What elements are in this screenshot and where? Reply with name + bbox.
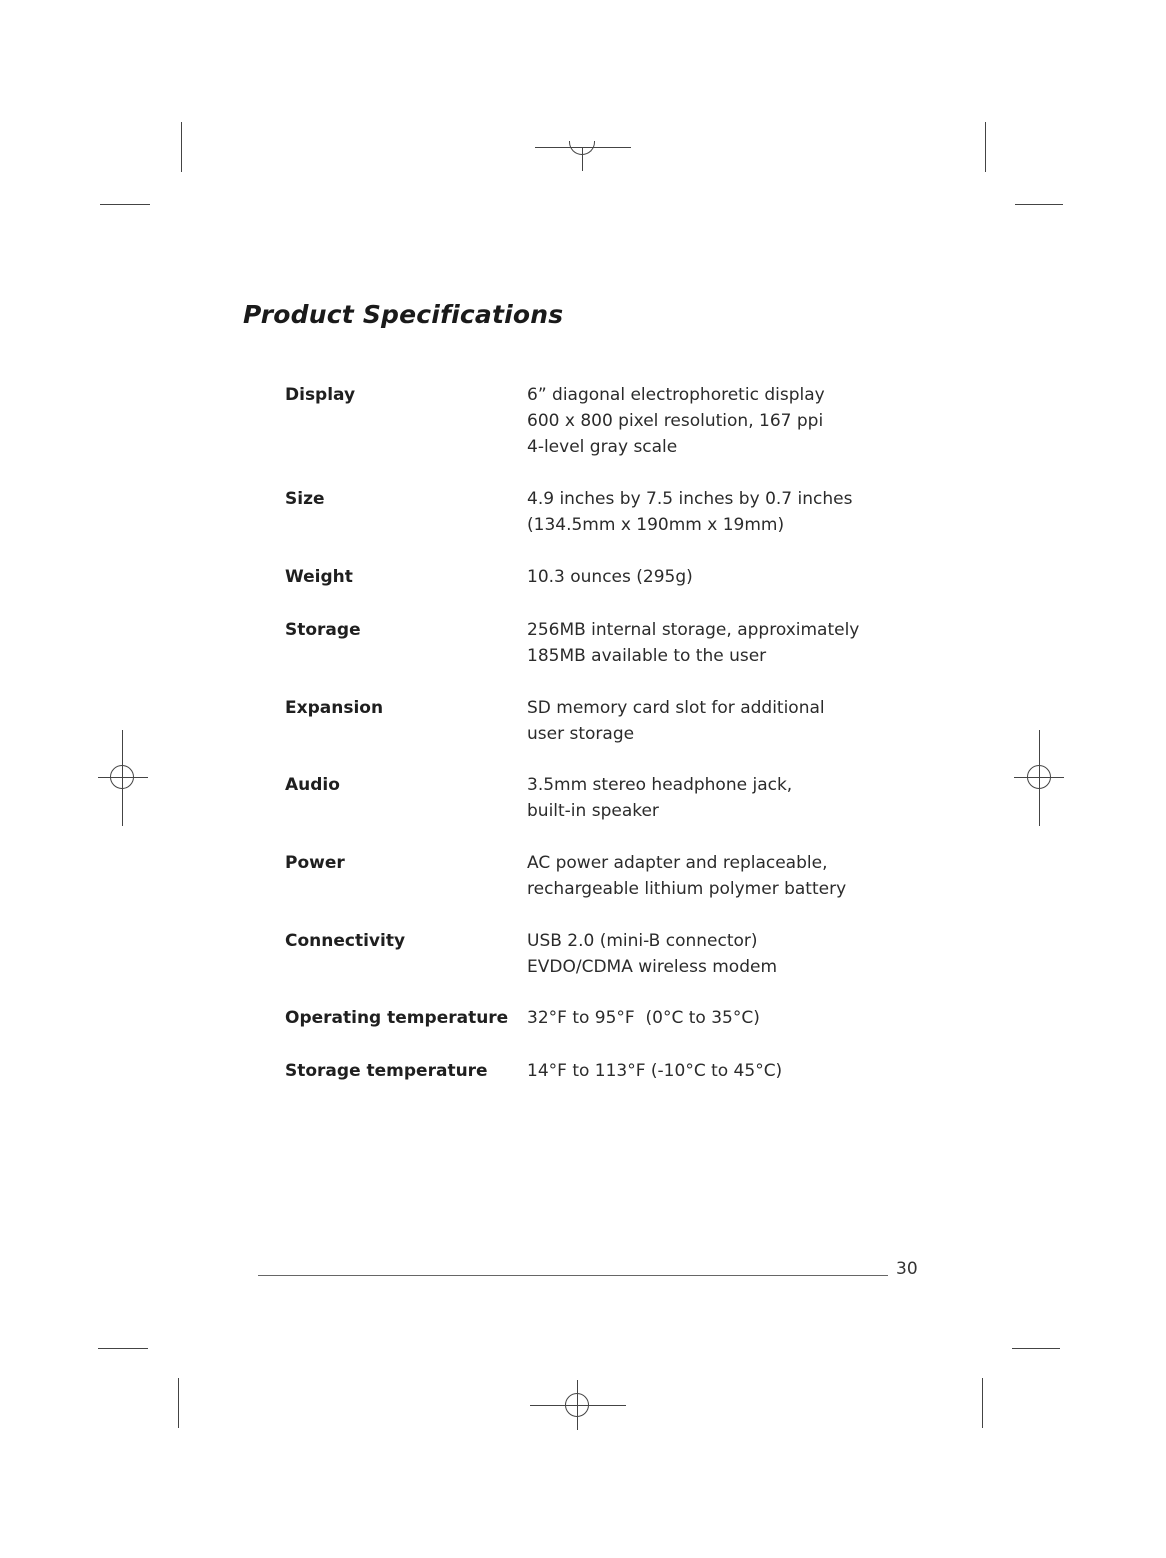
spec-label: Audio — [285, 775, 340, 795]
spec-label: Weight — [285, 567, 353, 587]
registration-mark-top — [535, 140, 631, 172]
spec-value — [527, 382, 825, 460]
spec-label: Storage — [285, 620, 361, 640]
page-number: 30 — [896, 1259, 918, 1279]
spec-label: Size — [285, 489, 325, 509]
spec-value-line: 3.5mm stereo headphone jack, — [527, 775, 793, 795]
spec-value-line: SD memory card slot for additional — [527, 698, 825, 718]
spec-label: Display — [285, 385, 356, 405]
crop-mark-bottom-right-vertical — [982, 1378, 983, 1428]
crop-mark-top-right-horizontal — [1015, 204, 1063, 205]
spec-value-line: 6” diagonal electrophoretic display — [527, 385, 825, 405]
crop-mark-bottom-right-horizontal — [1012, 1348, 1060, 1349]
spec-value — [527, 772, 792, 824]
page-title: Product Specifications — [243, 300, 564, 329]
spec-label: Storage temperature — [285, 1061, 488, 1081]
crop-mark-top-left-horizontal — [100, 204, 150, 205]
spec-value — [527, 928, 777, 980]
spec-value — [527, 564, 693, 590]
spec-label: Power — [285, 853, 345, 873]
spec-value — [527, 1058, 782, 1084]
crop-mark-top-right-vertical — [985, 122, 986, 172]
crop-mark-top-left-vertical — [181, 122, 182, 172]
registration-mark-bottom — [530, 1380, 626, 1430]
spec-value-line: user storage — [527, 724, 635, 744]
registration-mark-right — [1014, 730, 1064, 826]
spec-value-line: 4.9 inches by 7.5 inches by 0.7 inches — [527, 489, 853, 509]
registration-mark-left — [98, 730, 148, 826]
spec-value-line: built-in speaker — [527, 801, 659, 821]
spec-value-line: AC power adapter and replaceable, — [527, 853, 828, 873]
spec-value — [527, 695, 825, 747]
spec-label: Connectivity — [285, 931, 406, 951]
spec-value-line: 14°F to 113°F (-10°C to 45°C) — [527, 1061, 783, 1081]
spec-value-line: 10.3 ounces (295g) — [527, 567, 693, 587]
spec-value — [527, 617, 859, 669]
spec-value-line: (134.5mm x 190mm x 19mm) — [527, 515, 785, 535]
spec-value-line: 32°F to 95°F (0°C to 35°C) — [527, 1008, 760, 1028]
crop-mark-bottom-left-vertical — [178, 1378, 179, 1428]
spec-value — [527, 486, 852, 538]
spec-label: Expansion — [285, 698, 384, 718]
spec-value-line: USB 2.0 (mini-B connector) — [527, 931, 758, 951]
spec-value-line: rechargeable lithium polymer battery — [527, 879, 847, 899]
spec-value-line: 185MB available to the user — [527, 646, 767, 666]
crop-mark-bottom-left-horizontal — [98, 1348, 148, 1349]
spec-value-line: 4-level gray scale — [527, 437, 678, 457]
spec-label: Operating temperature — [285, 1008, 509, 1028]
footer-rule — [258, 1275, 888, 1276]
spec-value-line: 600 x 800 pixel resolution, 167 ppi — [527, 411, 824, 431]
spec-value-line: EVDO/CDMA wireless modem — [527, 957, 778, 977]
spec-value — [527, 1005, 760, 1031]
spec-value-line: 256MB internal storage, approximately — [527, 620, 860, 640]
spec-value — [527, 850, 846, 902]
